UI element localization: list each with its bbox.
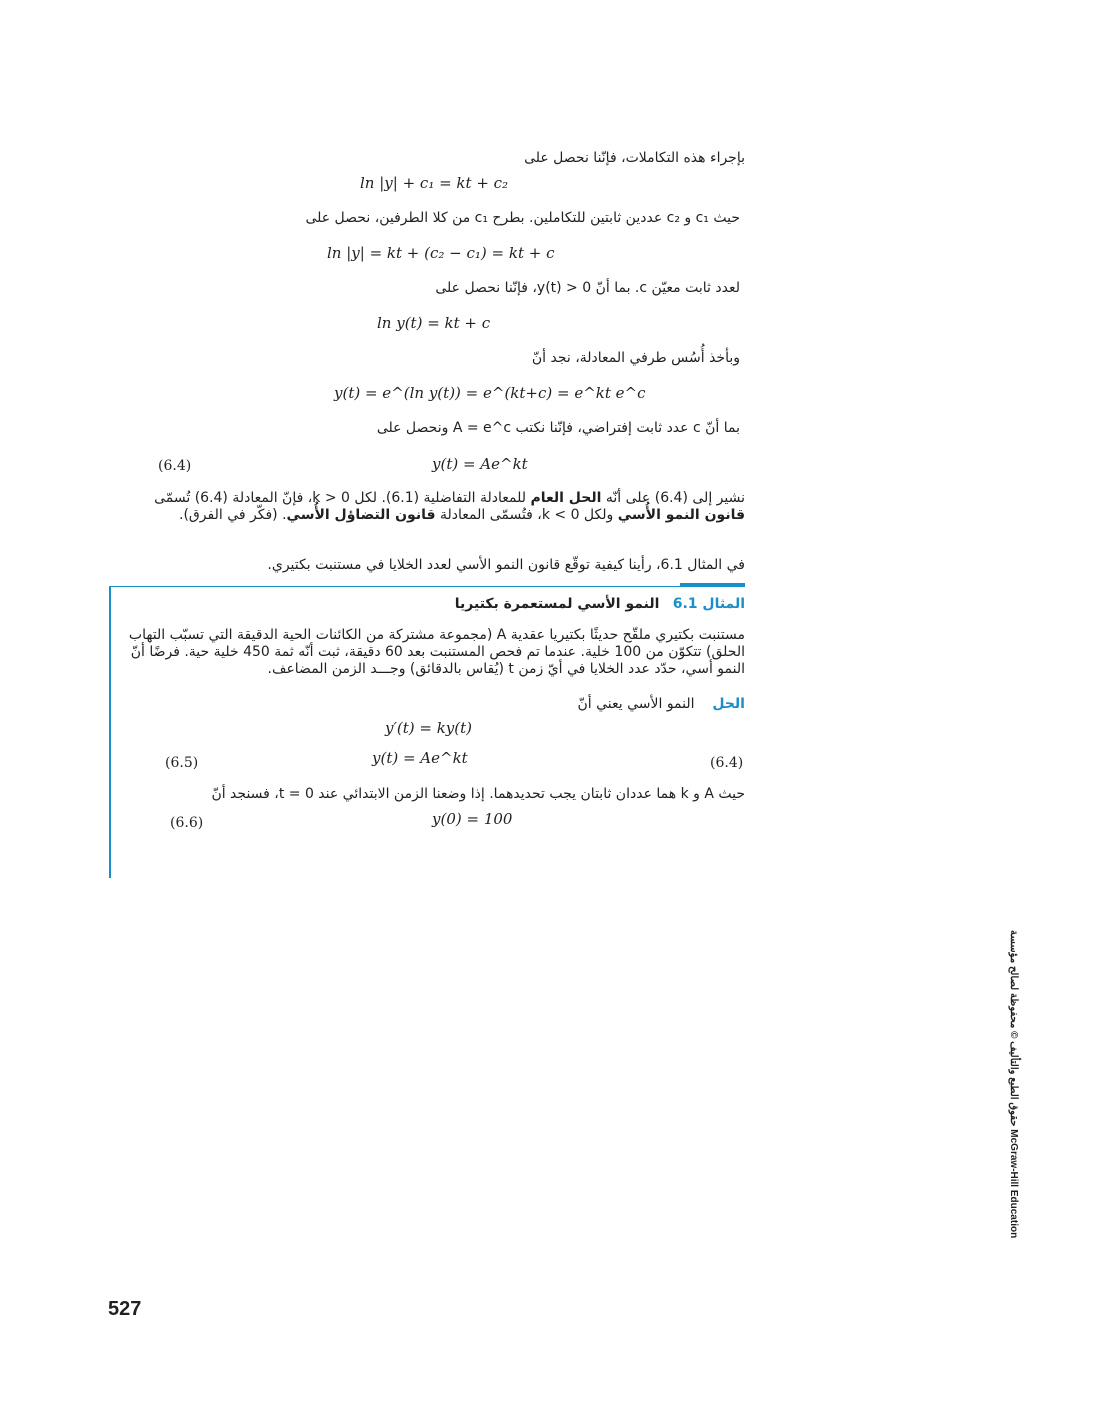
copyright-side-note: [1008, 930, 1029, 1239]
equation-number-6-5: (6.5): [165, 755, 199, 771]
text-span: للمعادلة التفاضلية (6.1). لكل k > 0، فإنّ المعادلة (6.4) تُسمّى: [154, 490, 531, 506]
paragraph-example-ref: في المثال 6.1، رأينا كيفية توقّع قانون النمو الأسي لعدد الخلايا في مستنبت بكتيري.: [267, 557, 745, 573]
solution-label: الحل: [712, 696, 745, 712]
paragraph-substitute: بما أنّ c عدد ثابت إفتراضي، فإنّنا نكتب A = e^c ونحصل على: [376, 420, 740, 436]
text-span: نشير إلى (6.4) على أنّه: [601, 490, 745, 506]
equation-8: y(0) = 100: [432, 810, 513, 828]
paragraph-constants: حيث c₁ و c₂ عددين ثابتين للتكاملين. بطرح c₁ من كلا الطرفين، نحصل على: [305, 210, 740, 226]
equation-6: y′(t) = ky(t): [385, 719, 473, 737]
equation-4: y(t) = e^(ln y(t)) = e^(kt+c) = e^kt e^c: [334, 384, 646, 402]
example-heading: [300, 596, 745, 613]
term-growth-law: قانون النمو الأُسي: [617, 507, 745, 523]
example-box-top-rule: [109, 586, 745, 587]
solution-text: النمو الأسي يعني أنّ: [577, 696, 695, 712]
equation-7: y(t) = Ae^kt: [372, 749, 468, 767]
page-number: 527: [108, 1298, 142, 1320]
copyright-text: حقوق الطبع والتأليف © محفوظة لصالح مؤسسة McGraw-Hill Education: [1008, 930, 1019, 1239]
term-decay-law: قانون التضاؤل الأُسي: [286, 507, 436, 523]
equation-number-6-4: (6.4): [158, 458, 192, 474]
example-label: المثال 6.1: [672, 596, 745, 612]
text-span: . (فكّر في الفرق).: [179, 507, 287, 523]
equation-5: y(t) = Ae^kt: [432, 455, 528, 473]
paragraph-exponentiate: وبأخذ أُسُس طرفي المعادلة، نجد أنّ: [531, 350, 740, 366]
equation-3: ln y(t) = kt + c: [377, 314, 491, 332]
equation-2: ln |y| = kt + (c₂ − c₁) = kt + c: [327, 244, 555, 262]
paragraph-positive: لعدد ثابت معيّن c. بما أنّ y(t) > 0، فإنّنا نحصل على: [435, 280, 740, 296]
example-box-tab: [680, 583, 745, 587]
example-body: مستنبت بكتيري ملقّح حديثًا بكتيريا عقدية A (مجموعة مشتركة من الكائنات الحية الدقيقة التي تسبّب التهاب الحلق) تتكوّن من 100 خلية. عندما تم فحص المستنبت بعد 60 دقيقة، ثبت أنّه ثمة 450 خلية حية. فرضًا أنّ النمو أسي، حدّد عدد الخلايا في أيّ زمن t (يُقاس بالدقائق) وجـــد الزمن المضاعف.: [128, 627, 745, 677]
solution-heading: [450, 696, 745, 713]
equation-number-6-6: (6.6): [170, 815, 204, 831]
term-general-solution: الحل العام: [530, 490, 602, 506]
paragraph-intro: بإجراء هذه التكاملات، فإنّنا نحصل على: [524, 150, 745, 166]
example-title: النمو الأسي لمستعمرة بكتيريا: [454, 596, 660, 612]
paragraph-general-solution: [110, 490, 745, 524]
paragraph-initial-condition: حيث A و k هما عددان ثابتان يجب تحديدهما. إذا وضعنا الزمن الابتدائي عند t = 0، فسنجد أنّ: [211, 786, 745, 802]
equation-1: ln |y| + c₁ = kt + c₂: [360, 174, 509, 192]
equation-number-6-4-right: (6.4): [710, 755, 744, 771]
text-span: ولكل k < 0، فتُسمّى المعادلة: [435, 507, 618, 523]
